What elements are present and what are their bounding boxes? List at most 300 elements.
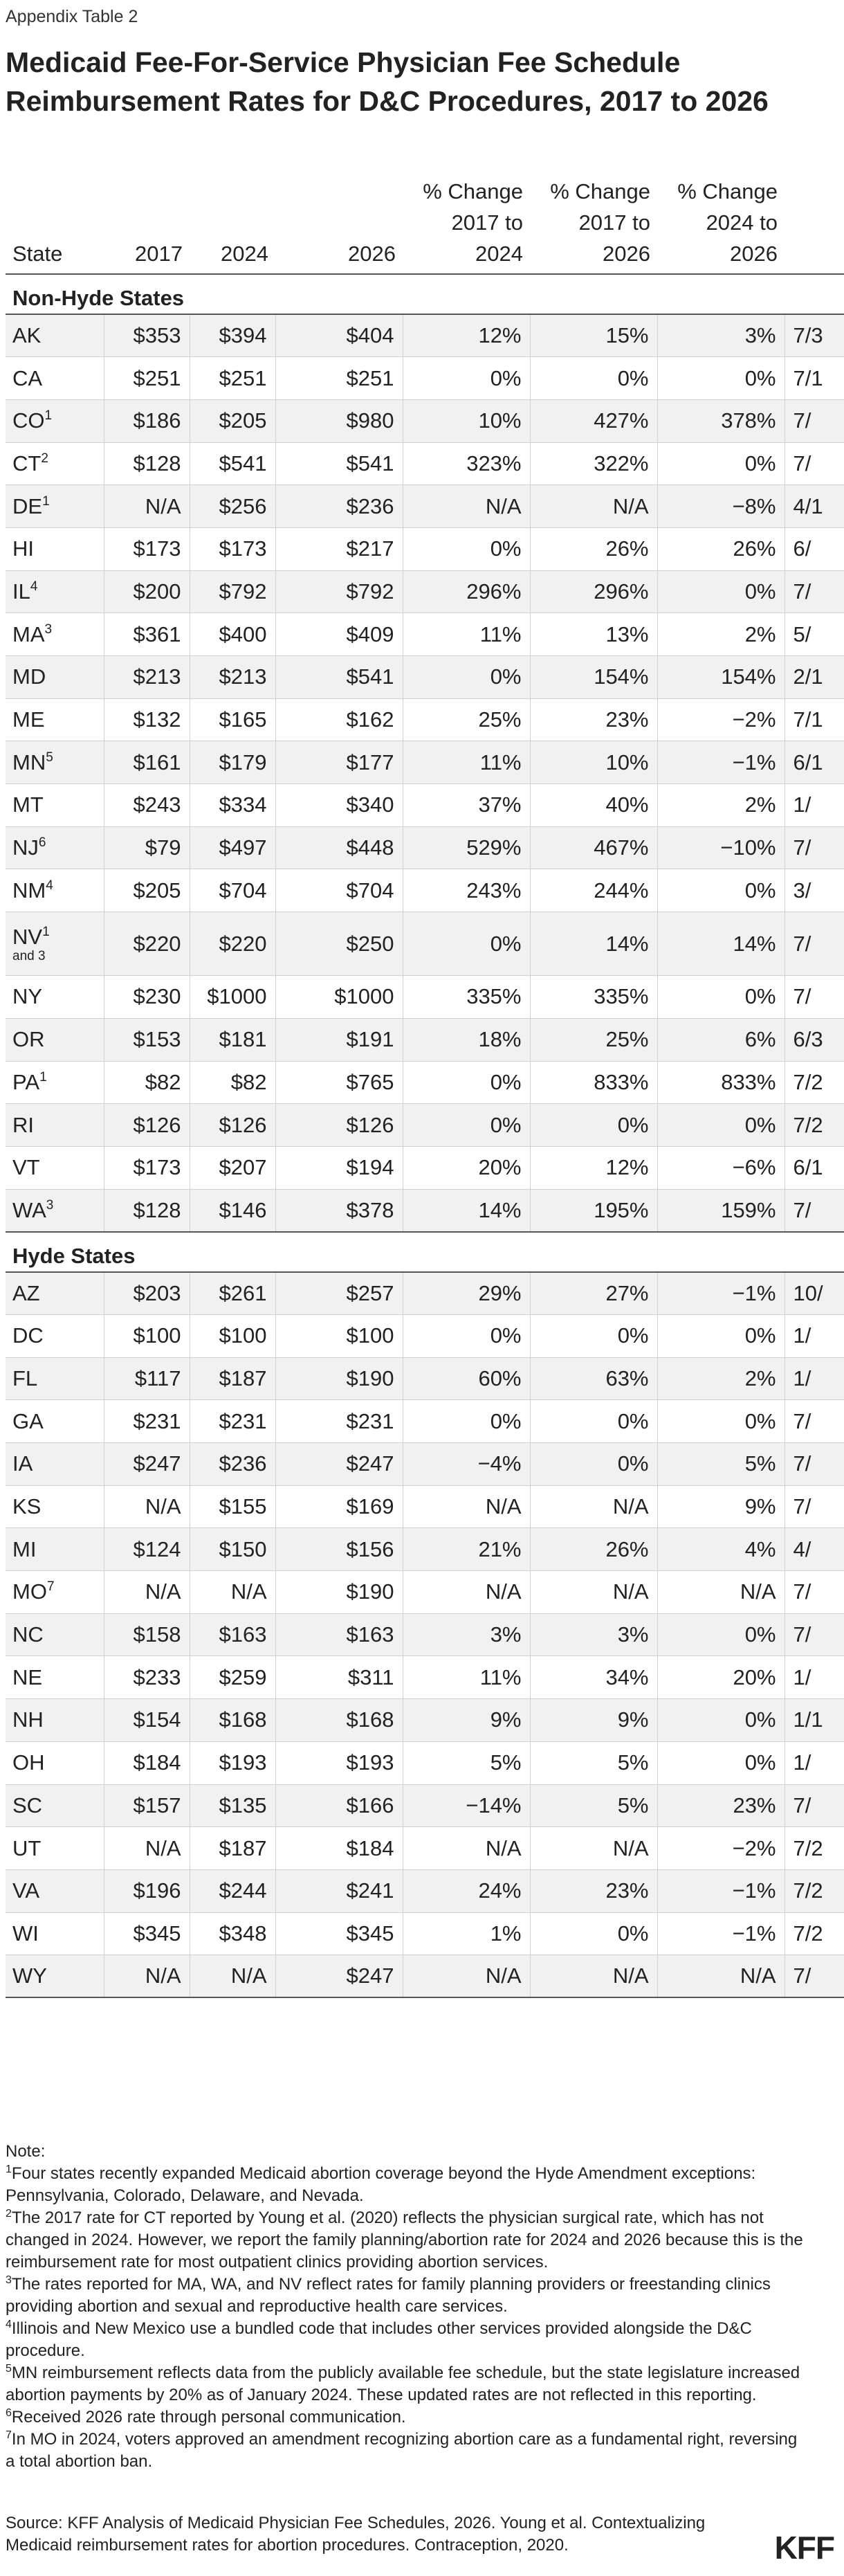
state-name: FL: [12, 1366, 38, 1390]
state-cell: [6, 442, 104, 485]
table-row: [6, 1314, 844, 1357]
truncated-cell: 7/2: [785, 1912, 844, 1955]
value-2026-cell: $236: [275, 485, 403, 528]
state-cell: [6, 1741, 104, 1784]
pct-2017-2026-cell: 0%: [530, 1912, 657, 1955]
value-2024-cell: $261: [190, 1272, 275, 1315]
state-cell: [6, 1528, 104, 1571]
truncated-cell: 6/: [785, 527, 844, 570]
pct-2024-2026-cell: 0%: [657, 1400, 785, 1443]
pct-2024-2026-cell: 159%: [657, 1189, 785, 1232]
footnote-marker: 5: [46, 750, 53, 765]
value-2017-cell: $251: [104, 357, 190, 400]
value-2024-cell: $792: [190, 570, 275, 613]
table-header-row: [6, 154, 844, 274]
state-cell: [6, 357, 104, 400]
truncated-cell: 7/2: [785, 1827, 844, 1870]
state-cell: [6, 1699, 104, 1742]
value-2024-cell: $259: [190, 1656, 275, 1699]
state-cell: [6, 1784, 104, 1827]
pct-2017-2024-cell: 20%: [403, 1146, 530, 1189]
state-name: CT: [12, 451, 42, 475]
value-2026-cell: $1000: [275, 976, 403, 1019]
value-2017-cell: N/A: [104, 1827, 190, 1870]
table-row: [6, 357, 844, 400]
value-2026-cell: $241: [275, 1869, 403, 1912]
value-2017-cell: $213: [104, 656, 190, 699]
pct-2024-2026-cell: 0%: [657, 1314, 785, 1357]
pct-2017-2024-cell: 11%: [403, 613, 530, 656]
value-2017-cell: $220: [104, 912, 190, 976]
pct-2017-2024-cell: 18%: [403, 1018, 530, 1061]
pct-2017-2024-cell: 0%: [403, 527, 530, 570]
state-cell: [6, 1443, 104, 1486]
value-2024-cell: $256: [190, 485, 275, 528]
table-row: [6, 442, 844, 485]
value-2026-cell: $541: [275, 442, 403, 485]
state-cell: [6, 485, 104, 528]
pct-2024-2026-cell: −2%: [657, 1827, 785, 1870]
section-label: Hyde States: [6, 1232, 844, 1272]
value-2017-cell: $231: [104, 1400, 190, 1443]
value-2024-cell: $400: [190, 613, 275, 656]
value-2017-cell: $345: [104, 1912, 190, 1955]
pct-2024-2026-cell: 0%: [657, 442, 785, 485]
state-name: NY: [12, 984, 43, 1009]
state-cell: [6, 1912, 104, 1955]
pct-2017-2024-cell: 529%: [403, 826, 530, 869]
pct-2024-2026-cell: 0%: [657, 1699, 785, 1742]
value-2024-cell: $155: [190, 1485, 275, 1528]
pct-2017-2024-cell: 12%: [403, 314, 530, 357]
pct-2017-2024-cell: 9%: [403, 1699, 530, 1742]
state-name: RI: [12, 1112, 34, 1137]
value-2026-cell: $177: [275, 741, 403, 784]
table-row: [6, 1571, 844, 1614]
state-cell: [6, 1869, 104, 1912]
value-2017-cell: $200: [104, 570, 190, 613]
pct-2024-2026-cell: 6%: [657, 1018, 785, 1061]
pct-2024-2026-cell: 9%: [657, 1485, 785, 1528]
pct-2017-2024-cell: 21%: [403, 1528, 530, 1571]
table-row: [6, 1400, 844, 1443]
value-2024-cell: N/A: [190, 1571, 275, 1614]
header-pct-2017-2026: % Change 2017 to 2026: [530, 154, 657, 274]
state-name: DC: [12, 1323, 44, 1348]
truncated-cell: 7/2: [785, 1104, 844, 1147]
pct-2017-2024-cell: N/A: [403, 485, 530, 528]
state-cell: [6, 1571, 104, 1614]
footnote-marker-extra: and 3: [12, 948, 46, 963]
value-2017-cell: $233: [104, 1656, 190, 1699]
value-2024-cell: $179: [190, 741, 275, 784]
value-2026-cell: $404: [275, 314, 403, 357]
footnote-marker: 3: [44, 622, 53, 637]
pct-2017-2024-cell: 0%: [403, 1104, 530, 1147]
value-2017-cell: $247: [104, 1443, 190, 1486]
value-2024-cell: N/A: [190, 1955, 275, 1998]
table-row: [6, 1357, 844, 1400]
state-cell: [6, 570, 104, 613]
pct-2017-2024-cell: 29%: [403, 1272, 530, 1315]
truncated-cell: 7/: [785, 442, 844, 485]
note-item: [6, 2163, 808, 2207]
state-name: NM: [12, 878, 46, 902]
table-row: [6, 869, 844, 912]
value-2017-cell: $153: [104, 1018, 190, 1061]
truncated-cell: 4/1: [785, 485, 844, 528]
value-2017-cell: N/A: [104, 485, 190, 528]
pct-2017-2024-cell: 335%: [403, 976, 530, 1019]
state-name: CO: [12, 408, 45, 433]
table-body: [6, 274, 844, 1997]
truncated-cell: 7/1: [785, 357, 844, 400]
section-header-row: [6, 274, 844, 314]
pct-2024-2026-cell: 154%: [657, 656, 785, 699]
pct-2024-2026-cell: 0%: [657, 1741, 785, 1784]
note-marker: 4: [6, 2319, 12, 2330]
pct-2024-2026-cell: N/A: [657, 1571, 785, 1614]
value-2024-cell: $205: [190, 399, 275, 442]
state-name: DE: [12, 493, 43, 518]
pct-2024-2026-cell: 14%: [657, 912, 785, 976]
pct-2024-2026-cell: 0%: [657, 570, 785, 613]
value-2024-cell: $173: [190, 527, 275, 570]
value-2026-cell: $231: [275, 1400, 403, 1443]
pct-2024-2026-cell: 5%: [657, 1443, 785, 1486]
pct-2024-2026-cell: 0%: [657, 976, 785, 1019]
pct-2017-2026-cell: N/A: [530, 485, 657, 528]
footnote-marker: 4: [46, 878, 53, 893]
note-text: MN reimbursement reflects data from the publicly available fee schedule, but the state legislature increased abortion payments by 20% as of January 2024. These updated rates are not reflected in this reporting.: [6, 2364, 800, 2404]
value-2017-cell: $128: [104, 1189, 190, 1232]
table-row: [6, 1104, 844, 1147]
pct-2017-2026-cell: 34%: [530, 1656, 657, 1699]
value-2017-cell: $230: [104, 976, 190, 1019]
state-cell: [6, 698, 104, 741]
truncated-cell: 7/: [785, 1485, 844, 1528]
state-name: IL: [12, 579, 30, 604]
state-name: SC: [12, 1793, 43, 1817]
pct-2017-2026-cell: 63%: [530, 1357, 657, 1400]
truncated-cell: 7/1: [785, 698, 844, 741]
note-item: [6, 2318, 808, 2362]
state-cell: [6, 399, 104, 442]
state-name: MT: [12, 792, 44, 817]
pct-2017-2026-cell: 244%: [530, 869, 657, 912]
pct-2017-2024-cell: 11%: [403, 741, 530, 784]
truncated-cell: 1/: [785, 1656, 844, 1699]
pct-2017-2024-cell: 0%: [403, 357, 530, 400]
pct-2017-2024-cell: 0%: [403, 912, 530, 976]
value-2017-cell: $184: [104, 1741, 190, 1784]
value-2026-cell: $184: [275, 1827, 403, 1870]
truncated-cell: 7/: [785, 1613, 844, 1656]
state-name: WA: [12, 1197, 46, 1222]
pct-2017-2026-cell: 5%: [530, 1741, 657, 1784]
pct-2017-2026-cell: 0%: [530, 1314, 657, 1357]
value-2026-cell: $217: [275, 527, 403, 570]
value-2024-cell: $135: [190, 1784, 275, 1827]
value-2026-cell: $704: [275, 869, 403, 912]
value-2024-cell: $231: [190, 1400, 275, 1443]
pct-2017-2026-cell: 14%: [530, 912, 657, 976]
pct-2017-2026-cell: 427%: [530, 399, 657, 442]
value-2026-cell: $251: [275, 357, 403, 400]
pct-2017-2026-cell: 13%: [530, 613, 657, 656]
pct-2024-2026-cell: −6%: [657, 1146, 785, 1189]
pct-2017-2024-cell: N/A: [403, 1827, 530, 1870]
value-2026-cell: $194: [275, 1146, 403, 1189]
source-text: Source: KFF Analysis of Medicaid Physician Fee Schedules, 2026. Young et al. Contextualizing Medicaid reimbursement rates for abortion procedures. Contraception, 2020.: [6, 2514, 706, 2555]
value-2026-cell: $191: [275, 1018, 403, 1061]
table-row: [6, 976, 844, 1019]
pct-2017-2026-cell: 335%: [530, 976, 657, 1019]
value-2024-cell: $334: [190, 784, 275, 827]
pct-2017-2024-cell: 3%: [403, 1613, 530, 1656]
table-row: [6, 1272, 844, 1315]
pct-2017-2026-cell: 3%: [530, 1613, 657, 1656]
state-cell: [6, 1955, 104, 1998]
pct-2017-2026-cell: N/A: [530, 1571, 657, 1614]
value-2026-cell: $190: [275, 1571, 403, 1614]
footnote-marker: 1: [42, 493, 50, 509]
truncated-cell: 1/1: [785, 1699, 844, 1742]
value-2017-cell: $157: [104, 1784, 190, 1827]
notes-label: Note:: [6, 2142, 46, 2161]
note-marker: 7: [6, 2429, 12, 2441]
pct-2017-2024-cell: 11%: [403, 1656, 530, 1699]
table-row: [6, 1146, 844, 1189]
pct-2017-2026-cell: 12%: [530, 1146, 657, 1189]
state-name: MA: [12, 622, 45, 646]
value-2026-cell: $169: [275, 1485, 403, 1528]
header-state: State: [6, 154, 104, 274]
state-name: IA: [12, 1451, 33, 1476]
pct-2017-2026-cell: 467%: [530, 826, 657, 869]
value-2024-cell: $244: [190, 1869, 275, 1912]
pct-2017-2026-cell: 23%: [530, 1869, 657, 1912]
pct-2017-2026-cell: 296%: [530, 570, 657, 613]
header-2017: 2017: [104, 154, 190, 274]
pct-2017-2024-cell: −14%: [403, 1784, 530, 1827]
pct-2024-2026-cell: 23%: [657, 1784, 785, 1827]
state-cell: [6, 1272, 104, 1315]
pct-2024-2026-cell: −1%: [657, 741, 785, 784]
note-marker: 5: [6, 2363, 12, 2375]
value-2017-cell: $196: [104, 1869, 190, 1912]
state-name: NH: [12, 1707, 44, 1732]
state-name: ME: [12, 707, 45, 732]
truncated-cell: 7/2: [785, 1869, 844, 1912]
value-2017-cell: $205: [104, 869, 190, 912]
state-name: NE: [12, 1665, 43, 1689]
truncated-cell: 1/: [785, 1741, 844, 1784]
pct-2017-2026-cell: 40%: [530, 784, 657, 827]
truncated-cell: 7/: [785, 1784, 844, 1827]
header-pct-2024-2026: % Change 2024 to 2026: [657, 154, 785, 274]
kff-logo: KFF: [774, 2530, 834, 2566]
pct-2024-2026-cell: −1%: [657, 1912, 785, 1955]
table-row: [6, 912, 844, 976]
state-name: OH: [12, 1750, 45, 1775]
value-2017-cell: N/A: [104, 1955, 190, 1998]
value-2024-cell: $193: [190, 1741, 275, 1784]
value-2026-cell: $448: [275, 826, 403, 869]
state-cell: [6, 1104, 104, 1147]
value-2017-cell: $353: [104, 314, 190, 357]
value-2024-cell: $100: [190, 1314, 275, 1357]
value-2026-cell: $190: [275, 1357, 403, 1400]
value-2017-cell: $79: [104, 826, 190, 869]
value-2017-cell: $173: [104, 527, 190, 570]
pct-2017-2026-cell: 195%: [530, 1189, 657, 1232]
truncated-cell: 7/: [785, 976, 844, 1019]
value-2026-cell: $168: [275, 1699, 403, 1742]
value-2024-cell: $348: [190, 1912, 275, 1955]
value-2017-cell: N/A: [104, 1571, 190, 1614]
state-cell: [6, 784, 104, 827]
pct-2024-2026-cell: 2%: [657, 613, 785, 656]
state-cell: [6, 1613, 104, 1656]
pct-2017-2026-cell: N/A: [530, 1485, 657, 1528]
pct-2017-2024-cell: 0%: [403, 1061, 530, 1104]
state-cell: [6, 1400, 104, 1443]
footnote-marker: 6: [38, 835, 46, 851]
pct-2017-2026-cell: 26%: [530, 1528, 657, 1571]
value-2024-cell: $181: [190, 1018, 275, 1061]
state-cell: [6, 1314, 104, 1357]
footnote-marker: 1: [44, 408, 53, 424]
state-name: VA: [12, 1878, 40, 1903]
note-text: Four states recently expanded Medicaid abortion coverage beyond the Hyde Amendment exceptions: Pennsylvania, Colorado, Delaware, and Nevada.: [6, 2164, 756, 2205]
table-row: [6, 1869, 844, 1912]
value-2024-cell: $146: [190, 1189, 275, 1232]
pct-2017-2026-cell: 0%: [530, 1400, 657, 1443]
value-2017-cell: $124: [104, 1528, 190, 1571]
value-2026-cell: $247: [275, 1955, 403, 1998]
table-row: [6, 784, 844, 827]
footnote-marker: 1: [42, 924, 50, 939]
value-2024-cell: $150: [190, 1528, 275, 1571]
table-row: [6, 1061, 844, 1104]
pct-2017-2026-cell: 154%: [530, 656, 657, 699]
state-name: KS: [12, 1494, 42, 1519]
value-2017-cell: $132: [104, 698, 190, 741]
value-2024-cell: $126: [190, 1104, 275, 1147]
value-2026-cell: $792: [275, 570, 403, 613]
table-row: [6, 485, 844, 528]
truncated-cell: 6/3: [785, 1018, 844, 1061]
truncated-cell: 4/: [785, 1528, 844, 1571]
note-item: [6, 2274, 808, 2318]
pct-2024-2026-cell: 378%: [657, 399, 785, 442]
pct-2017-2026-cell: 9%: [530, 1699, 657, 1742]
truncated-cell: 1/: [785, 1314, 844, 1357]
value-2024-cell: $187: [190, 1827, 275, 1870]
note-marker: 3: [6, 2274, 12, 2286]
state-cell: [6, 1656, 104, 1699]
note-marker: 1: [6, 2164, 12, 2175]
truncated-cell: 7/2: [785, 1061, 844, 1104]
value-2026-cell: $340: [275, 784, 403, 827]
value-2017-cell: N/A: [104, 1485, 190, 1528]
value-2017-cell: $361: [104, 613, 190, 656]
pct-2024-2026-cell: 20%: [657, 1656, 785, 1699]
pct-2017-2026-cell: 322%: [530, 442, 657, 485]
table-row: [6, 1656, 844, 1699]
note-item: [6, 2362, 808, 2406]
value-2017-cell: $243: [104, 784, 190, 827]
truncated-cell: 7/: [785, 1571, 844, 1614]
truncated-cell: 7/: [785, 570, 844, 613]
pct-2024-2026-cell: −2%: [657, 698, 785, 741]
truncated-cell: 7/: [785, 826, 844, 869]
value-2024-cell: $704: [190, 869, 275, 912]
table-row: [6, 1912, 844, 1955]
table-row: [6, 527, 844, 570]
state-cell: [6, 741, 104, 784]
value-2017-cell: $186: [104, 399, 190, 442]
pct-2024-2026-cell: −1%: [657, 1869, 785, 1912]
value-2017-cell: $154: [104, 1699, 190, 1742]
pct-2017-2026-cell: 27%: [530, 1272, 657, 1315]
value-2026-cell: $126: [275, 1104, 403, 1147]
truncated-cell: 6/1: [785, 741, 844, 784]
pct-2017-2024-cell: 0%: [403, 1314, 530, 1357]
pct-2024-2026-cell: −10%: [657, 826, 785, 869]
pct-2017-2026-cell: N/A: [530, 1955, 657, 1998]
state-name: MD: [12, 664, 46, 689]
footnote-marker: 2: [41, 451, 48, 466]
state-name: NV: [12, 924, 43, 949]
value-2024-cell: $236: [190, 1443, 275, 1486]
pct-2024-2026-cell: 833%: [657, 1061, 785, 1104]
pct-2024-2026-cell: 26%: [657, 527, 785, 570]
header-2026: 2026: [275, 154, 403, 274]
notes-list: [6, 2163, 808, 2473]
pct-2017-2026-cell: 0%: [530, 1104, 657, 1147]
reimbursement-table: [6, 154, 844, 1998]
note-text: Illinois and New Mexico use a bundled code that includes other services provided alongside the D&C procedure.: [6, 2319, 752, 2360]
footnote-marker: 7: [46, 1579, 55, 1595]
value-2026-cell: $378: [275, 1189, 403, 1232]
truncated-cell: 7/: [785, 1400, 844, 1443]
table-row: [6, 1189, 844, 1232]
value-2026-cell: $247: [275, 1443, 403, 1486]
pct-2017-2024-cell: 37%: [403, 784, 530, 827]
value-2026-cell: $166: [275, 1784, 403, 1827]
state-name: UT: [12, 1835, 42, 1860]
pct-2017-2024-cell: 0%: [403, 656, 530, 699]
table-row: [6, 1784, 844, 1827]
table-row: [6, 613, 844, 656]
state-cell: [6, 1485, 104, 1528]
truncated-cell: 10/: [785, 1272, 844, 1315]
truncated-cell: 1/: [785, 784, 844, 827]
value-2017-cell: $173: [104, 1146, 190, 1189]
value-2017-cell: $128: [104, 442, 190, 485]
value-2024-cell: $163: [190, 1613, 275, 1656]
pct-2024-2026-cell: 0%: [657, 1613, 785, 1656]
value-2026-cell: $980: [275, 399, 403, 442]
truncated-cell: 7/: [785, 912, 844, 976]
pct-2017-2024-cell: 5%: [403, 1741, 530, 1784]
state-cell: [6, 1357, 104, 1400]
footnote-marker: 3: [46, 1197, 54, 1213]
pct-2017-2026-cell: N/A: [530, 1827, 657, 1870]
note-text: In MO in 2024, voters approved an amendment recognizing abortion care as a fundamental right, reversing a total abortion ban.: [6, 2430, 798, 2471]
